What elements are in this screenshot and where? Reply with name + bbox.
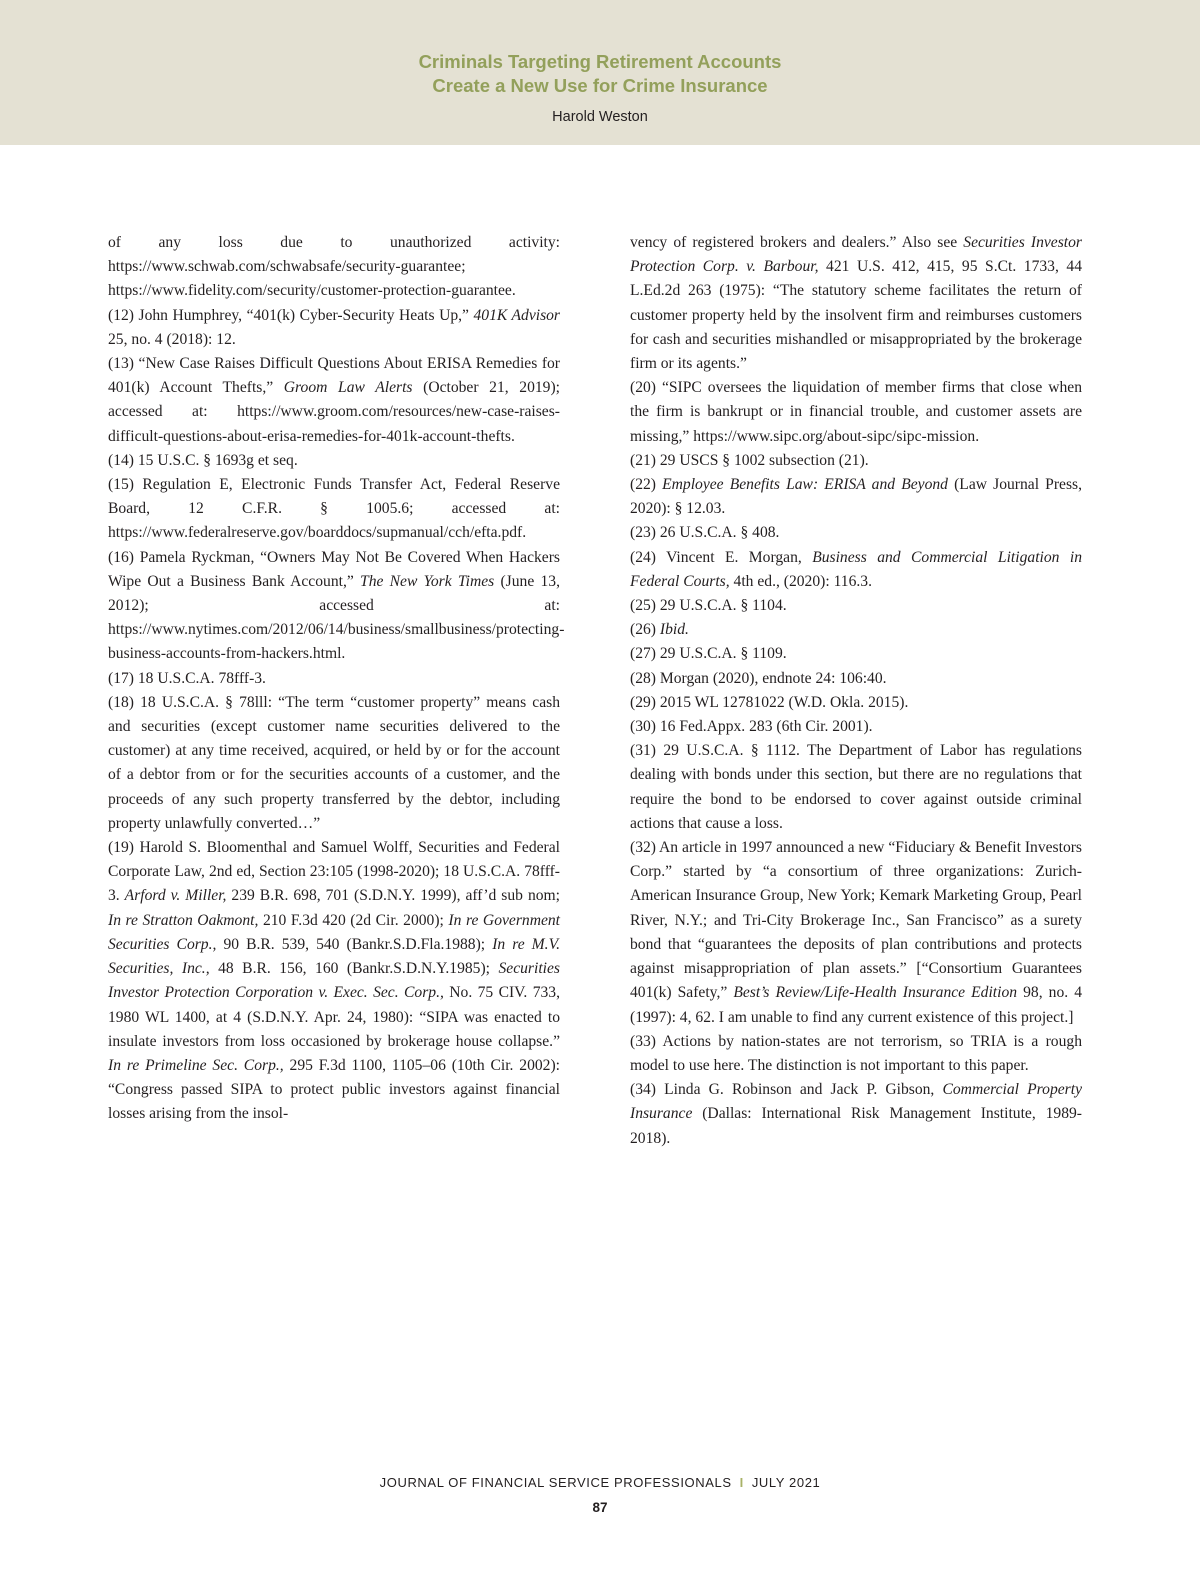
endnote-text: (June 13, 2012); accessed at: https://www.nytimes.com/2012/06/14/business/smallbusiness/protecting-business-accounts-from-hackers.html. <box>108 572 565 663</box>
endnote-text: (21) 29 USCS § 1002 subsection (21). <box>630 451 869 469</box>
endnote-text: (31) 29 U.S.C.A. § 1112. The Department of Labor has regulations dealing with bonds under this section, but there are no regulations that require the bond to be endorsed to cover against outside criminal actions that cause a loss. <box>630 742 1082 832</box>
endnote-citation-italic: Business and Commercial Litigation in Federal Courts, <box>630 548 1082 590</box>
endnote-citation-italic: 401K Advisor <box>473 306 561 324</box>
endnote-citation-italic: Arford v. Miller, <box>124 887 227 905</box>
endnote-text: 90 B.R. 539, 540 (Bankr.S.D.Fla.1988); <box>216 935 493 953</box>
endnote <box>630 618 1082 642</box>
endnote-text: 25, no. 4 (2018): 12. <box>108 330 236 348</box>
endnote-text: (23) 26 U.S.C.A. § 408. <box>630 524 780 542</box>
endnote <box>630 1078 1082 1151</box>
endnote-citation-italic: In re Primeline Sec. Corp., <box>108 1056 284 1074</box>
endnote-citation-italic: Employee Benefits Law: ERISA and Beyond <box>662 476 948 494</box>
endnote-text: 98, no. 4 (1997): 4, 62. I am unable to find any current existence of this project.] <box>630 984 1082 1026</box>
endnote-citation-italic: Groom Law Alerts <box>283 379 413 397</box>
endnote <box>108 473 560 546</box>
endnote <box>630 231 1082 376</box>
header-band <box>0 0 1200 145</box>
endnote-text: (October 21, 2019); accessed at: https://www.groom.com/resources/new-case-raises-difficult-questions-about-erisa-remedies-for-401k-account-thefts. <box>108 379 560 445</box>
endnote-text: 295 F.3d 1100, 1105–06 (10th Cir. 2002): “Congress passed SIPA to protect public investors against financial losses arising from the insol- <box>108 1056 560 1123</box>
endnote-text: vency of registered brokers and dealers.” Also see <box>630 234 964 251</box>
endnote-text: (18) 18 U.S.C.A. § 78lll: “The term “customer property” means cash and securities (except customer name securities delivered to the customer) at any time received, acquired, or held by or for the account of a debtor from or for the securities accounts of a customer, and the proceeds of any such property transferred by the debtor, including property unlawfully converted…” <box>108 693 560 832</box>
endnote-text: (Law Journal Press, 2020): § 12.03. <box>630 476 1082 518</box>
endnote <box>630 715 1082 739</box>
endnote-text: (16) Pamela Ryckman, “Owners May Not Be Covered When Hackers Wipe Out a Business Bank Account,” <box>108 548 560 590</box>
endnote-text: (34) Linda G. Robinson and Jack P. Gibson, <box>630 1081 943 1099</box>
endnote <box>630 691 1082 715</box>
endnote-text: 48 B.R. 156, 160 (Bankr.S.D.N.Y.1985); <box>209 960 499 978</box>
endnotes-right-column <box>630 231 1082 1151</box>
footer-separator: I <box>739 1475 744 1490</box>
endnotes-left-column <box>108 231 565 1127</box>
endnote-citation-italic: The New York Times <box>360 572 495 590</box>
issue-date: JULY 2021 <box>751 1475 821 1490</box>
endnote-text: 239 B.R. 698, 701 (S.D.N.Y. 1999), aff’d sub nom; <box>226 887 561 905</box>
endnote <box>630 667 1082 691</box>
endnote-text: (19) Harold S. Bloomenthal and Samuel Wolff, Securities and Federal Corporate Law, 2nd ed, Section 23:105 (1998-2020); 18 U.S.C.A. 78fff-3. <box>108 839 560 905</box>
endnote-text: (Dallas: International Risk Management Institute, 1989-2018). <box>630 1105 1082 1147</box>
endnote-text: (27) 29 U.S.C.A. § 1109. <box>630 645 787 663</box>
article-author: Harold Weston <box>552 109 648 125</box>
endnote-text: (24) Vincent E. Morgan, <box>630 548 813 566</box>
endnote-text: (33) Actions by nation-states are not terrorism, so TRIA is a rough model to use here. The distinction is not important to this paper. <box>630 1032 1082 1074</box>
endnote-citation-italic: In re M.V. Securities, Inc., <box>108 935 560 978</box>
endnote <box>630 594 1082 618</box>
endnote-citation-italic: Securities Investor Protection Corporation v. Exec. Sec. Corp., <box>108 960 560 1002</box>
endnote-citation-italic: Commercial Property Insurance <box>630 1081 1082 1123</box>
endnote-text: No. 75 CIV. 733, 1980 WL 1400, at 4 (S.D.N.Y. Apr. 24, 1980): “SIPA was enacted to insulate investors from loss occasioned by brokerage house collapse.” <box>108 984 560 1050</box>
endnote <box>108 691 560 836</box>
article-title-line-1: Criminals Targeting Retirement Accounts <box>418 51 782 72</box>
endnote-citation-italic: Securities Investor Protection Corp. v. Barbour, <box>630 234 1082 276</box>
endnote-text: (22) <box>630 476 663 494</box>
endnote-text: (20) “SIPC oversees the liquidation of member firms that close when the firm is bankrupt or in financial trouble, and customer assets are missing,” https://www.sipc.org/about-sipc/sipc-mission. <box>630 379 1082 445</box>
endnote-text: (17) 18 U.S.C.A. 78fff-3. <box>108 669 266 687</box>
endnote-text: (13) “New Case Raises Difficult Questions About ERISA Remedies for 401(k) Account Thefts,” <box>108 355 560 397</box>
endnote <box>630 739 1082 836</box>
endnote-citation-italic: Ibid. <box>659 621 689 639</box>
endnote-text: (25) 29 U.S.C.A. § 1104. <box>630 597 787 615</box>
endnote-citation-italic: In re Government Securities Corp., <box>108 911 561 953</box>
endnote <box>108 667 560 691</box>
endnote <box>108 449 560 473</box>
endnote <box>108 546 565 667</box>
endnote-text: 210 F.3d 420 (2d Cir. 2000); <box>258 911 449 929</box>
page-footer <box>0 1475 1200 1490</box>
endnote <box>630 836 1082 1030</box>
endnote-citation-italic: Best’s Review/Life-Health Insurance Edition <box>733 984 1018 1002</box>
endnote <box>630 376 1082 449</box>
endnote <box>108 352 560 449</box>
endnote-text: of any loss due to unauthorized activity: https://www.schwab.com/schwabsafe/security-guarantee; https://www.fidelity.com/security/customer-protection-guarantee. <box>108 234 560 300</box>
article-title-line-2: Create a New Use for Crime Insurance <box>432 75 768 96</box>
endnote-text: (29) 2015 WL 12781022 (W.D. Okla. 2015). <box>630 693 909 711</box>
endnote-text: (12) John Humphrey, “401(k) Cyber-Security Heats Up,” <box>108 306 474 324</box>
endnote <box>630 642 1082 666</box>
journal-name: JOURNAL OF FINANCIAL SERVICE PROFESSIONALS <box>379 1475 732 1490</box>
endnote <box>630 521 1082 545</box>
endnote <box>108 231 560 304</box>
endnote-text: 421 U.S. 412, 415, 95 S.Ct. 1733, 44 L.Ed.2d 263 (1975): “The statutory scheme facilitates the return of customer property held by the insolvent firm and reimburses customers for cash and securities mishandled or misappropriated by the brokerage firm or its agents.” <box>630 258 1082 373</box>
endnote <box>108 836 560 1126</box>
article-title <box>0 50 1200 98</box>
endnote <box>630 449 1082 473</box>
endnote-text: (32) An article in 1997 announced a new “Fiduciary & Benefit Investors Corp.” started by “a consortium of three organizations: Zurich-American Insurance Group, New York; Kemark Marketing Group, Pearl River, N.Y.; and Tri-City Brokerage Inc., San Francisco” as a surety bond that “guarantees the deposits of plan contributions and protects against misappropriation of plan assets.” [“Consortium Guarantees 401(k) Safety,” <box>630 839 1082 1002</box>
endnote <box>108 304 560 352</box>
endnote-text: (28) Morgan (2020), endnote 24: 106:40. <box>630 669 887 687</box>
page-number: 87 <box>592 1500 608 1515</box>
endnote <box>630 1030 1082 1078</box>
endnote-citation-italic: In re Stratton Oakmont, <box>108 911 259 929</box>
endnote-text: (15) Regulation E, Electronic Funds Transfer Act, Federal Reserve Board, 12 C.F.R. § 1005.6; accessed at: https://www.federalreserve.gov/boarddocs/supmanual/cch/efta.pdf. <box>108 476 560 542</box>
endnote-text: (14) 15 U.S.C. § 1693g et seq. <box>108 451 298 469</box>
endnote-text: (30) 16 Fed.Appx. 283 (6th Cir. 2001). <box>630 718 873 736</box>
endnote <box>630 473 1082 521</box>
endnote-text: 4th ed., (2020): 116.3. <box>729 572 872 590</box>
endnote-text: (26) <box>630 621 660 639</box>
endnote <box>630 546 1082 594</box>
